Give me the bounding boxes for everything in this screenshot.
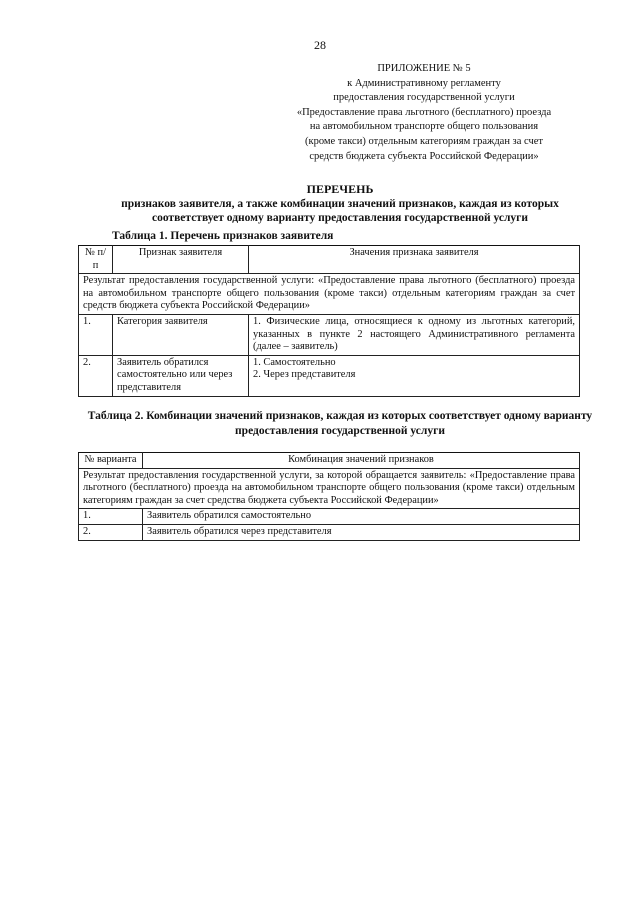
appendix-line: ПРИЛОЖЕНИЕ № 5 <box>377 63 471 74</box>
table-row <box>79 274 580 315</box>
appendix-line: «Предоставление права льготного (бесплатного) проезда <box>296 106 552 118</box>
table-row <box>79 509 580 525</box>
document-heading <box>60 182 620 226</box>
row-number: 2. <box>79 355 113 396</box>
appendix-line: на автомобильном транспорте общего пользования <box>309 121 539 133</box>
appendix-header <box>268 62 580 164</box>
appendix-line: средств бюджета субъекта Российской Федерации» <box>309 150 539 162</box>
result-cell: Результат предоставления государственной услуги, за которой обращается заявитель: «Предоставление права льготного (бесплатного) проезда на автомобильном транспорте общего пользования (кроме такси) отдельным категориям граждан за счет средства бюджета субъекта Российской Федерации» <box>79 468 580 509</box>
appendix-line: к Административному регламенту <box>347 77 501 89</box>
header-cell-variant: № варианта <box>79 453 143 469</box>
applicant-attributes-table <box>78 245 580 397</box>
table-header-row <box>79 453 580 469</box>
heading-line: соответствует одному варианту предоставления государственной услуги <box>151 212 529 224</box>
row-combination: Заявитель обратился через представителя <box>143 524 580 540</box>
row-number: 2. <box>79 524 143 540</box>
attribute-combinations-table <box>78 452 580 541</box>
row-attribute: Заявитель обратился самостоятельно или через представителя <box>113 355 249 396</box>
row-number: 1. <box>79 314 113 355</box>
header-cell-attribute: Признак заявителя <box>113 246 249 274</box>
heading-title: ПЕРЕЧЕНЬ <box>306 182 374 196</box>
table2-caption: Таблица 2. Комбинации значений признаков, каждая из которых соответствует одному варианту предоставления государственной услуги <box>87 410 593 437</box>
row-number: 1. <box>79 509 143 525</box>
heading-line: признаков заявителя, а также комбинации значений признаков, каждая из которых <box>121 197 559 210</box>
result-cell: Результат предоставления государственной услуги: «Предоставление права льготного (бесплатного) проезда на автомобильном транспорте общего пользования (кроме такси) отдельным категориям граждан за счет средств бюджета субъекта Российской Федерации» <box>79 274 580 315</box>
header-cell-combination: Комбинация значений признаков <box>143 453 580 469</box>
header-cell-number: № п/п <box>79 246 113 274</box>
value-option: 2. Через представителя <box>253 369 356 381</box>
table-row <box>79 524 580 540</box>
value-option: 1. Самостоятельно <box>253 356 336 368</box>
table-row <box>79 468 580 509</box>
row-combination: Заявитель обратился самостоятельно <box>143 509 580 525</box>
row-attribute: Категория заявителя <box>113 314 249 355</box>
appendix-line: предоставления государственной услуги <box>333 92 515 104</box>
row-values <box>249 355 580 396</box>
table-row <box>79 355 580 396</box>
appendix-line: (кроме такси) отдельным категориям граждан за счет <box>305 135 543 147</box>
table-row <box>79 314 580 355</box>
header-cell-values: Значения признака заявителя <box>249 246 580 274</box>
row-values: 1. Физические лица, относящиеся к одному из льготных категорий, указанных в пункте 2 настоящего Административного регламента (далее – заявитель) <box>249 314 580 355</box>
table1-caption: Таблица 1. Перечень признаков заявителя <box>112 230 334 242</box>
page-number: 28 <box>314 38 326 52</box>
table-header-row <box>79 246 580 274</box>
